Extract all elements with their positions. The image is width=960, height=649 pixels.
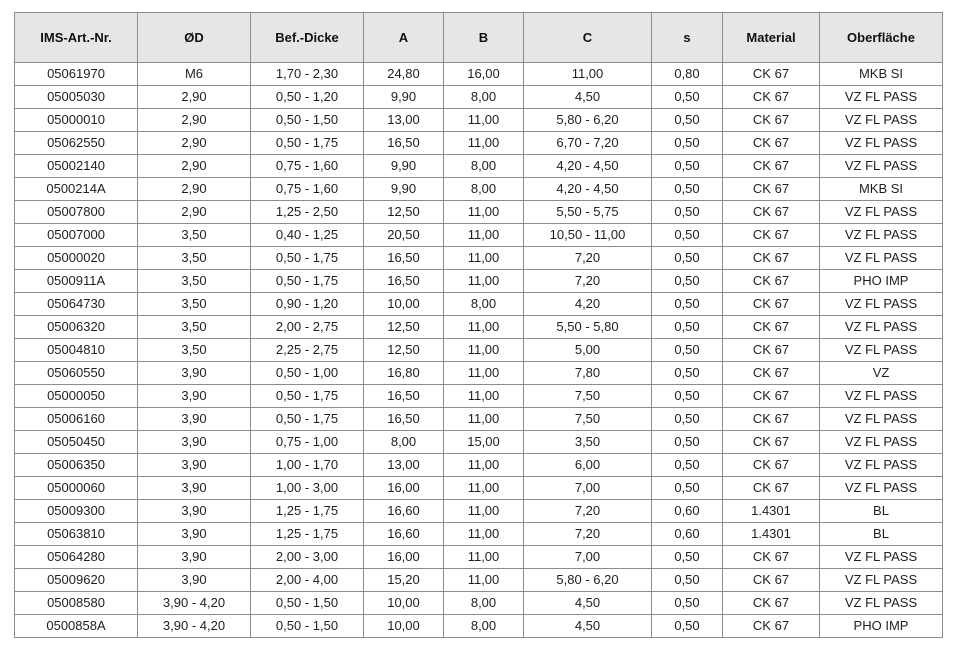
cell-material: CK 67 <box>723 224 820 247</box>
cell-s: 0,50 <box>652 339 723 362</box>
cell-mounting-thickness: 0,50 - 1,75 <box>251 270 364 293</box>
cell-article-number: 05009300 <box>15 500 138 523</box>
header-surface: Oberfläche <box>820 13 943 63</box>
cell-material: CK 67 <box>723 270 820 293</box>
cell-b: 11,00 <box>444 362 524 385</box>
cell-material: CK 67 <box>723 178 820 201</box>
table-row <box>15 523 943 546</box>
table-row <box>15 362 943 385</box>
cell-article-number: 05064280 <box>15 546 138 569</box>
cell-mounting-thickness: 1,00 - 1,70 <box>251 454 364 477</box>
cell-material: CK 67 <box>723 615 820 638</box>
cell-diameter: 3,90 <box>138 454 251 477</box>
cell-article-number: 0500214A <box>15 178 138 201</box>
cell-material: CK 67 <box>723 569 820 592</box>
cell-article-number: 05007000 <box>15 224 138 247</box>
cell-s: 0,50 <box>652 454 723 477</box>
cell-surface: VZ FL PASS <box>820 132 943 155</box>
cell-material: CK 67 <box>723 408 820 431</box>
cell-c: 4,50 <box>524 86 652 109</box>
cell-s: 0,50 <box>652 270 723 293</box>
cell-material: CK 67 <box>723 247 820 270</box>
cell-b: 11,00 <box>444 500 524 523</box>
cell-material: CK 67 <box>723 201 820 224</box>
cell-b: 16,00 <box>444 63 524 86</box>
cell-material: CK 67 <box>723 477 820 500</box>
cell-surface: VZ FL PASS <box>820 86 943 109</box>
cell-diameter: 3,90 <box>138 385 251 408</box>
cell-mounting-thickness: 0,75 - 1,60 <box>251 178 364 201</box>
cell-mounting-thickness: 0,50 - 1,75 <box>251 408 364 431</box>
cell-surface: VZ FL PASS <box>820 293 943 316</box>
cell-diameter: 3,50 <box>138 247 251 270</box>
cell-mounting-thickness: 0,50 - 1,50 <box>251 109 364 132</box>
cell-mounting-thickness: 1,25 - 1,75 <box>251 500 364 523</box>
cell-article-number: 05000020 <box>15 247 138 270</box>
cell-material: CK 67 <box>723 385 820 408</box>
cell-mounting-thickness: 2,25 - 2,75 <box>251 339 364 362</box>
table-row <box>15 615 943 638</box>
cell-b: 11,00 <box>444 270 524 293</box>
cell-diameter: 3,50 <box>138 339 251 362</box>
cell-b: 8,00 <box>444 86 524 109</box>
table-header <box>15 13 943 63</box>
cell-material: CK 67 <box>723 155 820 178</box>
cell-surface: VZ FL PASS <box>820 201 943 224</box>
cell-b: 8,00 <box>444 155 524 178</box>
cell-diameter: 2,90 <box>138 155 251 178</box>
header-b: B <box>444 13 524 63</box>
cell-material: CK 67 <box>723 109 820 132</box>
cell-mounting-thickness: 1,70 - 2,30 <box>251 63 364 86</box>
cell-diameter: 3,90 <box>138 500 251 523</box>
cell-b: 15,00 <box>444 431 524 454</box>
cell-c: 7,00 <box>524 477 652 500</box>
cell-a: 16,50 <box>364 408 444 431</box>
cell-surface: PHO IMP <box>820 270 943 293</box>
cell-article-number: 0500911A <box>15 270 138 293</box>
table-body <box>15 63 943 638</box>
cell-a: 16,60 <box>364 500 444 523</box>
cell-article-number: 05007800 <box>15 201 138 224</box>
table-row <box>15 546 943 569</box>
cell-a: 12,50 <box>364 339 444 362</box>
cell-a: 13,00 <box>364 454 444 477</box>
cell-s: 0,50 <box>652 385 723 408</box>
header-row <box>15 13 943 63</box>
cell-diameter: 2,90 <box>138 109 251 132</box>
cell-b: 8,00 <box>444 293 524 316</box>
table-container <box>14 12 943 638</box>
cell-mounting-thickness: 0,50 - 1,75 <box>251 247 364 270</box>
cell-s: 0,50 <box>652 592 723 615</box>
cell-b: 11,00 <box>444 201 524 224</box>
table-row <box>15 132 943 155</box>
cell-a: 16,60 <box>364 523 444 546</box>
cell-surface: VZ FL PASS <box>820 316 943 339</box>
cell-b: 8,00 <box>444 615 524 638</box>
cell-material: CK 67 <box>723 431 820 454</box>
cell-b: 11,00 <box>444 316 524 339</box>
cell-c: 7,20 <box>524 247 652 270</box>
cell-mounting-thickness: 0,50 - 1,75 <box>251 132 364 155</box>
cell-diameter: 2,90 <box>138 132 251 155</box>
cell-surface: BL <box>820 500 943 523</box>
cell-surface: VZ FL PASS <box>820 155 943 178</box>
cell-c: 6,00 <box>524 454 652 477</box>
cell-diameter: 3,90 <box>138 408 251 431</box>
cell-article-number: 05006160 <box>15 408 138 431</box>
cell-b: 11,00 <box>444 247 524 270</box>
cell-article-number: 05062550 <box>15 132 138 155</box>
table-row <box>15 63 943 86</box>
cell-c: 4,20 <box>524 293 652 316</box>
table-row <box>15 293 943 316</box>
cell-c: 5,80 - 6,20 <box>524 569 652 592</box>
cell-article-number: 05000050 <box>15 385 138 408</box>
table-row <box>15 454 943 477</box>
cell-c: 7,20 <box>524 270 652 293</box>
cell-material: CK 67 <box>723 454 820 477</box>
cell-b: 11,00 <box>444 523 524 546</box>
cell-surface: VZ FL PASS <box>820 247 943 270</box>
table-row <box>15 247 943 270</box>
cell-article-number: 05063810 <box>15 523 138 546</box>
cell-material: CK 67 <box>723 546 820 569</box>
cell-material: CK 67 <box>723 132 820 155</box>
cell-a: 16,80 <box>364 362 444 385</box>
cell-diameter: 3,90 <box>138 569 251 592</box>
cell-a: 16,00 <box>364 546 444 569</box>
cell-material: CK 67 <box>723 293 820 316</box>
cell-c: 4,50 <box>524 615 652 638</box>
cell-article-number: 05005030 <box>15 86 138 109</box>
cell-s: 0,60 <box>652 500 723 523</box>
cell-diameter: 3,90 <box>138 477 251 500</box>
cell-b: 11,00 <box>444 569 524 592</box>
cell-diameter: M6 <box>138 63 251 86</box>
cell-s: 0,80 <box>652 63 723 86</box>
cell-diameter: 3,90 <box>138 362 251 385</box>
table-row <box>15 592 943 615</box>
cell-c: 3,50 <box>524 431 652 454</box>
cell-article-number: 05002140 <box>15 155 138 178</box>
cell-a: 10,00 <box>364 592 444 615</box>
cell-c: 5,50 - 5,75 <box>524 201 652 224</box>
cell-b: 8,00 <box>444 592 524 615</box>
cell-surface: PHO IMP <box>820 615 943 638</box>
cell-a: 9,90 <box>364 155 444 178</box>
cell-s: 0,60 <box>652 523 723 546</box>
cell-mounting-thickness: 0,50 - 1,00 <box>251 362 364 385</box>
cell-article-number: 05000010 <box>15 109 138 132</box>
cell-material: CK 67 <box>723 63 820 86</box>
cell-diameter: 2,90 <box>138 178 251 201</box>
table-row <box>15 500 943 523</box>
cell-article-number: 05000060 <box>15 477 138 500</box>
cell-s: 0,50 <box>652 247 723 270</box>
cell-a: 16,50 <box>364 385 444 408</box>
cell-a: 10,00 <box>364 293 444 316</box>
cell-a: 13,00 <box>364 109 444 132</box>
table-row <box>15 569 943 592</box>
cell-a: 9,90 <box>364 86 444 109</box>
cell-s: 0,50 <box>652 109 723 132</box>
cell-c: 4,20 - 4,50 <box>524 155 652 178</box>
cell-c: 5,00 <box>524 339 652 362</box>
cell-surface: MKB SI <box>820 63 943 86</box>
cell-b: 11,00 <box>444 224 524 247</box>
cell-a: 12,50 <box>364 316 444 339</box>
cell-s: 0,50 <box>652 546 723 569</box>
table-row <box>15 385 943 408</box>
cell-surface: VZ FL PASS <box>820 385 943 408</box>
cell-article-number: 05050450 <box>15 431 138 454</box>
cell-c: 7,50 <box>524 408 652 431</box>
cell-b: 11,00 <box>444 339 524 362</box>
table-row <box>15 178 943 201</box>
cell-mounting-thickness: 0,50 - 1,20 <box>251 86 364 109</box>
cell-diameter: 3,50 <box>138 224 251 247</box>
table-row <box>15 201 943 224</box>
cell-a: 24,80 <box>364 63 444 86</box>
cell-surface: VZ FL PASS <box>820 592 943 615</box>
cell-c: 6,70 - 7,20 <box>524 132 652 155</box>
table-row <box>15 431 943 454</box>
table-row <box>15 109 943 132</box>
cell-a: 16,50 <box>364 270 444 293</box>
cell-mounting-thickness: 1,25 - 1,75 <box>251 523 364 546</box>
cell-material: CK 67 <box>723 316 820 339</box>
table-row <box>15 477 943 500</box>
cell-mounting-thickness: 0,75 - 1,60 <box>251 155 364 178</box>
cell-diameter: 3,90 - 4,20 <box>138 615 251 638</box>
cell-surface: VZ FL PASS <box>820 109 943 132</box>
cell-a: 20,50 <box>364 224 444 247</box>
header-diameter: ØD <box>138 13 251 63</box>
header-c: C <box>524 13 652 63</box>
cell-a: 9,90 <box>364 178 444 201</box>
cell-surface: MKB SI <box>820 178 943 201</box>
cell-surface: VZ FL PASS <box>820 546 943 569</box>
cell-surface: VZ FL PASS <box>820 431 943 454</box>
cell-mounting-thickness: 2,00 - 4,00 <box>251 569 364 592</box>
cell-c: 7,80 <box>524 362 652 385</box>
cell-material: CK 67 <box>723 339 820 362</box>
cell-c: 4,20 - 4,50 <box>524 178 652 201</box>
cell-mounting-thickness: 0,50 - 1,50 <box>251 592 364 615</box>
header-s: s <box>652 13 723 63</box>
cell-surface: VZ FL PASS <box>820 569 943 592</box>
cell-s: 0,50 <box>652 224 723 247</box>
cell-s: 0,50 <box>652 201 723 224</box>
table-row <box>15 339 943 362</box>
cell-material: CK 67 <box>723 592 820 615</box>
cell-material: CK 67 <box>723 86 820 109</box>
cell-article-number: 05008580 <box>15 592 138 615</box>
cell-c: 7,20 <box>524 523 652 546</box>
cell-mounting-thickness: 1,25 - 2,50 <box>251 201 364 224</box>
table-row <box>15 86 943 109</box>
cell-diameter: 2,90 <box>138 201 251 224</box>
cell-b: 11,00 <box>444 109 524 132</box>
cell-surface: VZ FL PASS <box>820 477 943 500</box>
cell-diameter: 3,50 <box>138 316 251 339</box>
cell-c: 7,50 <box>524 385 652 408</box>
cell-mounting-thickness: 0,50 - 1,50 <box>251 615 364 638</box>
cell-diameter: 3,90 <box>138 523 251 546</box>
cell-surface: VZ FL PASS <box>820 454 943 477</box>
cell-b: 11,00 <box>444 408 524 431</box>
cell-s: 0,50 <box>652 569 723 592</box>
cell-c: 7,00 <box>524 546 652 569</box>
cell-surface: VZ <box>820 362 943 385</box>
cell-material: 1.4301 <box>723 500 820 523</box>
header-material: Material <box>723 13 820 63</box>
cell-s: 0,50 <box>652 132 723 155</box>
cell-s: 0,50 <box>652 178 723 201</box>
cell-article-number: 05004810 <box>15 339 138 362</box>
cell-b: 11,00 <box>444 546 524 569</box>
cell-mounting-thickness: 0,50 - 1,75 <box>251 385 364 408</box>
cell-a: 16,50 <box>364 132 444 155</box>
cell-b: 11,00 <box>444 132 524 155</box>
header-mounting-thickness: Bef.-Dicke <box>251 13 364 63</box>
cell-article-number: 05064730 <box>15 293 138 316</box>
cell-c: 10,50 - 11,00 <box>524 224 652 247</box>
cell-article-number: 0500858A <box>15 615 138 638</box>
cell-diameter: 3,90 <box>138 431 251 454</box>
cell-diameter: 3,50 <box>138 270 251 293</box>
cell-a: 8,00 <box>364 431 444 454</box>
cell-article-number: 05060550 <box>15 362 138 385</box>
header-article-number: IMS-Art.-Nr. <box>15 13 138 63</box>
cell-mounting-thickness: 1,00 - 3,00 <box>251 477 364 500</box>
cell-surface: VZ FL PASS <box>820 224 943 247</box>
cell-surface: VZ FL PASS <box>820 408 943 431</box>
cell-b: 8,00 <box>444 178 524 201</box>
header-a: A <box>364 13 444 63</box>
table-row <box>15 408 943 431</box>
cell-material: 1.4301 <box>723 523 820 546</box>
cell-a: 15,20 <box>364 569 444 592</box>
cell-a: 16,50 <box>364 247 444 270</box>
cell-b: 11,00 <box>444 477 524 500</box>
cell-s: 0,50 <box>652 155 723 178</box>
cell-mounting-thickness: 0,90 - 1,20 <box>251 293 364 316</box>
cell-diameter: 3,50 <box>138 293 251 316</box>
cell-s: 0,50 <box>652 408 723 431</box>
cell-mounting-thickness: 0,75 - 1,00 <box>251 431 364 454</box>
cell-b: 11,00 <box>444 454 524 477</box>
cell-mounting-thickness: 2,00 - 3,00 <box>251 546 364 569</box>
cell-surface: VZ FL PASS <box>820 339 943 362</box>
cell-s: 0,50 <box>652 615 723 638</box>
cell-surface: BL <box>820 523 943 546</box>
cell-a: 10,00 <box>364 615 444 638</box>
cell-article-number: 05006350 <box>15 454 138 477</box>
cell-material: CK 67 <box>723 362 820 385</box>
cell-c: 5,80 - 6,20 <box>524 109 652 132</box>
cell-article-number: 05006320 <box>15 316 138 339</box>
cell-c: 7,20 <box>524 500 652 523</box>
table-row <box>15 155 943 178</box>
cell-b: 11,00 <box>444 385 524 408</box>
cell-diameter: 3,90 - 4,20 <box>138 592 251 615</box>
cell-c: 5,50 - 5,80 <box>524 316 652 339</box>
cell-a: 12,50 <box>364 201 444 224</box>
cell-mounting-thickness: 0,40 - 1,25 <box>251 224 364 247</box>
table-row <box>15 316 943 339</box>
product-spec-table <box>14 12 943 638</box>
table-row <box>15 224 943 247</box>
cell-mounting-thickness: 2,00 - 2,75 <box>251 316 364 339</box>
cell-s: 0,50 <box>652 316 723 339</box>
cell-diameter: 3,90 <box>138 546 251 569</box>
cell-s: 0,50 <box>652 362 723 385</box>
cell-article-number: 05061970 <box>15 63 138 86</box>
table-row <box>15 270 943 293</box>
cell-c: 4,50 <box>524 592 652 615</box>
cell-s: 0,50 <box>652 86 723 109</box>
cell-s: 0,50 <box>652 293 723 316</box>
cell-s: 0,50 <box>652 431 723 454</box>
cell-c: 11,00 <box>524 63 652 86</box>
cell-diameter: 2,90 <box>138 86 251 109</box>
cell-s: 0,50 <box>652 477 723 500</box>
cell-a: 16,00 <box>364 477 444 500</box>
cell-article-number: 05009620 <box>15 569 138 592</box>
